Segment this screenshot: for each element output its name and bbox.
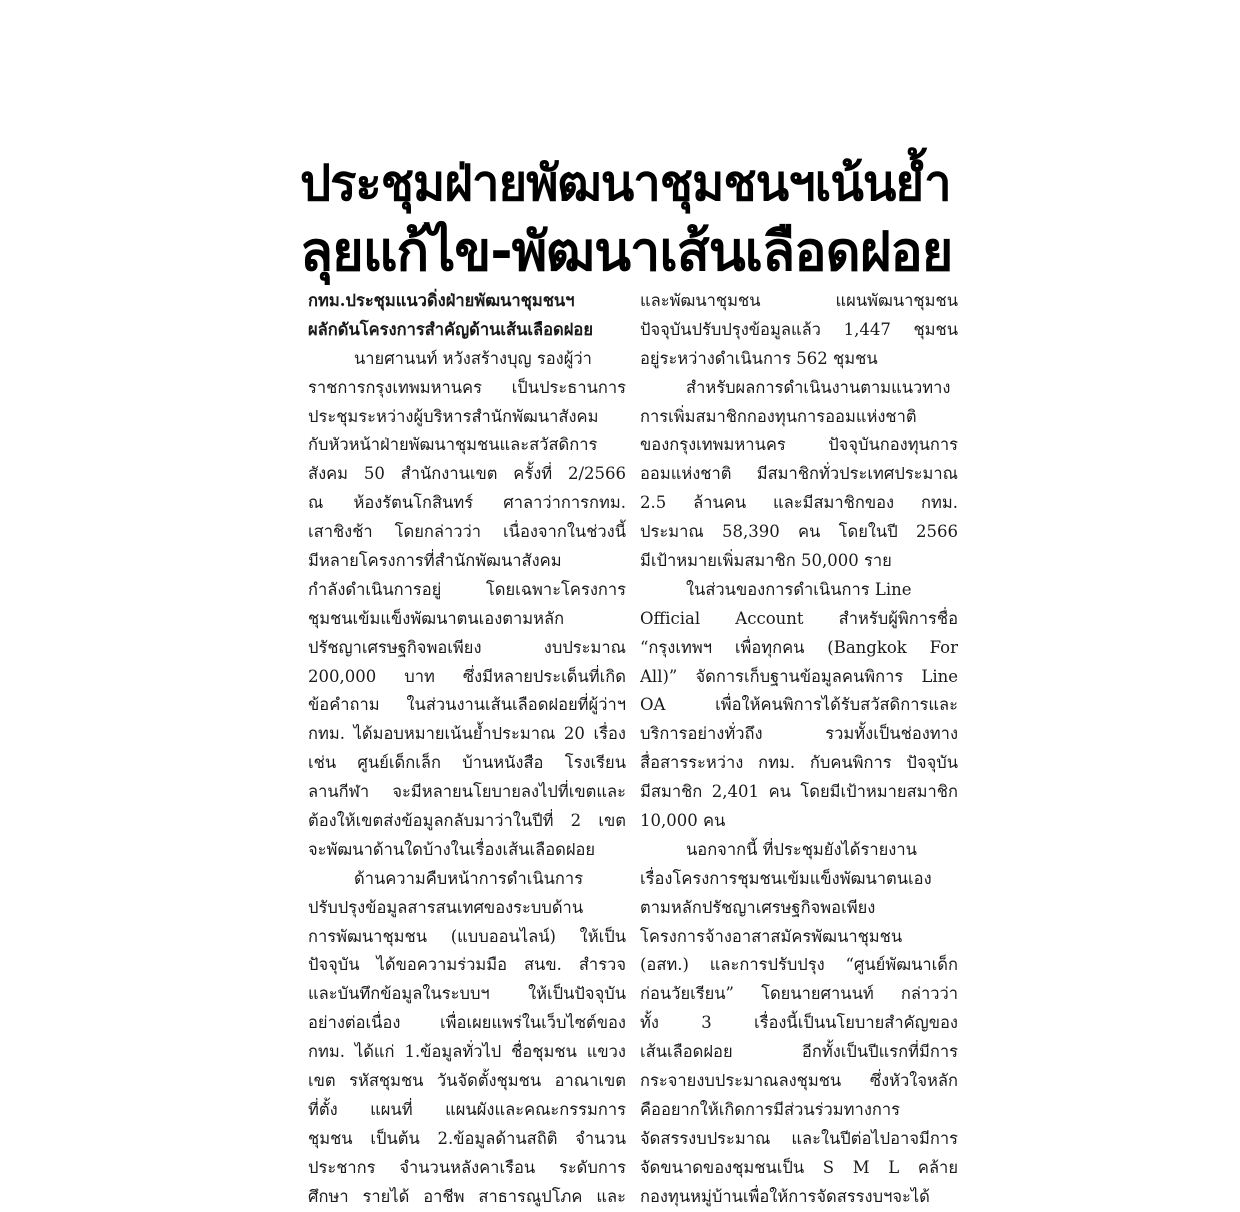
right-column-line: 2.5 ล้านคน และมีสมาชิกของ กทม. — [640, 493, 958, 513]
left-column-line: ปรับปรุงข้อมูลสารสนเทศของระบบด้าน — [308, 897, 584, 917]
right-column-line: ของกรุงเทพมหานคร ปัจจุบันกองทุนการ — [640, 435, 958, 455]
headline-line-2: ลุยแก้ไข-พัฒนาเส้นเลือดฝอย — [300, 220, 953, 283]
left-column-line: ประชากร จำนวนหลังคาเรือน ระดับการ — [308, 1157, 626, 1177]
right-column-line: เรื่องโครงการชุมชนเข้มแข็งพัฒนาตนเอง — [640, 868, 932, 888]
left-column-line: ชุมชนเข้มแข็งพัฒนาตนเองตามหลัก — [308, 608, 565, 628]
left-column-line: จะพัฒนาด้านใดบ้างในเรื่องเส้นเลือดฝอย — [308, 839, 596, 859]
right-column-line: (อสท.) และการปรับปรุง “ศูนย์พัฒนาเด็ก — [640, 955, 958, 975]
left-column-line: ข้อคำถาม ในส่วนงานเส้นเลือดฝอยที่ผู้ว่าฯ — [308, 695, 626, 715]
right-column-line: ปัจจุบันปรับปรุงข้อมูลแล้ว 1,447 ชุมชน — [640, 319, 958, 339]
left-column-line: นายศานนท์ หวังสร้างบุญ รองผู้ว่า — [354, 348, 592, 368]
right-column-line: ตามหลักปรัชญาเศรษฐกิจพอเพียง — [640, 897, 876, 917]
left-column-line: เขต รหัสชุมชน วันจัดตั้งชุมชน อาณาเขต — [308, 1071, 626, 1091]
right-column-line: ทั้ง 3 เรื่องนี้เป็นนโยบายสำคัญของ — [640, 1013, 958, 1033]
left-column-line: ชุมชน เป็นต้น 2.ข้อมูลด้านสถิติ จำนวน — [308, 1128, 626, 1148]
article-headline — [300, 150, 960, 286]
right-column-line: คืออยากให้เกิดการมีส่วนร่วมทางการ — [640, 1099, 900, 1119]
right-column-line: การเพิ่มสมาชิกกองทุนการออมแห่งชาติ — [640, 406, 917, 426]
left-column-line: และบันทึกข้อมูลในระบบฯ ให้เป็นปัจจุบัน — [308, 984, 626, 1004]
right-column-line: OA เพื่อให้คนพิการได้รับสวัสดิการและ — [640, 695, 958, 715]
right-column-line: ก่อนวัยเรียน” โดยนายศานนท์ กล่าวว่า — [640, 984, 958, 1004]
article-column-right — [640, 287, 958, 1212]
left-column-line: ปัจจุบัน ได้ขอความร่วมมือ สนข. สำรวจ — [308, 955, 626, 975]
left-column-line: การพัฒนาชุมชน (แบบออนไลน์) ให้เป็น — [308, 926, 626, 946]
right-column-line: ประมาณ 58,390 คน โดยในปี 2566 — [640, 522, 958, 542]
left-column-line: กำลังดำเนินการอยู่ โดยเฉพาะโครงการ — [308, 579, 626, 599]
right-column-line: จัดสรรงบประมาณ และในปีต่อไปอาจมีการ — [640, 1128, 958, 1148]
right-column-line: มีเป้าหมายเพิ่มสมาชิก 50,000 ราย — [640, 551, 892, 571]
right-column-line: สื่อสารระหว่าง กทม. กับคนพิการ ปัจจุบัน — [640, 753, 958, 773]
right-column-line: ในส่วนของการดำเนินการ Line — [686, 579, 912, 599]
left-column-line: กทม. ได้มอบหมายเน้นย้ำประมาณ 20 เรื่อง — [308, 724, 626, 744]
left-column-line: อย่างต่อเนื่อง เพื่อเผยแพร่ในเว็บไซต์ของ — [308, 1013, 626, 1033]
left-column-line: ปรัชญาเศรษฐกิจพอเพียง งบประมาณ — [308, 637, 626, 657]
left-column-line: มีหลายโครงการที่สำนักพัฒนาสังคม — [308, 551, 562, 571]
left-column-line: เสาชิงช้า โดยกล่าวว่า เนื่องจากในช่วงนี้ — [308, 522, 626, 542]
right-column-line: 10,000 คน — [640, 811, 726, 831]
left-column-line: ประชุมระหว่างผู้บริหารสำนักพัฒนาสังคม — [308, 406, 599, 426]
left-column-line: ที่ตั้ง แผนที่ แผนผังและคณะกรรมการ — [308, 1099, 626, 1119]
right-column-line: กระจายงบประมาณลงชุมชน ซึ่งหัวใจหลัก — [640, 1071, 958, 1091]
left-column-line: ณ ห้องรัตนโกสินทร์ ศาลาว่าการกทม. — [308, 493, 626, 513]
left-column-line: ลานกีฬา จะมีหลายนโยบายลงไปที่เขตและ — [308, 782, 626, 802]
left-column-line: กับหัวหน้าฝ่ายพัฒนาชุมชนและสวัสดิการ — [308, 435, 598, 455]
right-column-line: All)” จัดการเก็บฐานข้อมูลคนพิการ Line — [640, 666, 958, 686]
right-column-line: สำหรับผลการดำเนินงานตามแนวทาง — [686, 377, 951, 397]
right-column-line: “กรุงเทพฯ เพื่อทุกคน (Bangkok For — [640, 637, 958, 657]
left-column-line: กทม. ได้แก่ 1.ข้อมูลทั่วไป ชื่อชุมชน แขวง — [308, 1042, 626, 1062]
left-column-line: ต้องให้เขตส่งข้อมูลกลับมาว่าในปีที่ 2 เขต — [308, 811, 626, 831]
article-column-left — [308, 287, 626, 1212]
left-column-line: ราชการกรุงเทพมหานคร เป็นประธานการ — [308, 377, 626, 397]
right-column-line: Official Account สำหรับผู้พิการชื่อ — [640, 608, 958, 628]
left-column-line: สังคม 50 สำนักงานเขต ครั้งที่ 2/2566 — [308, 464, 626, 484]
right-column-line: มีสมาชิก 2,401 คน โดยมีเป้าหมายสมาชิก — [640, 782, 958, 802]
right-column-line: บริการอย่างทั่วถึง รวมทั้งเป็นช่องทาง — [640, 724, 958, 744]
right-column-line: กองทุนหมู่บ้านเพื่อให้การจัดสรรงบฯจะได้ — [640, 1186, 930, 1206]
right-column-line: ออมแห่งชาติ มีสมาชิกทั่วประเทศประมาณ — [640, 464, 958, 484]
left-column-line: ศึกษา รายได้ อาชีพ สาธารณูปโภค และ — [308, 1186, 626, 1206]
left-column-line: ผลักดันโครงการสำคัญด้านเส้นเลือดฝอย — [308, 319, 594, 339]
right-column-line: นอกจากนี้ ที่ประชุมยังได้รายงาน — [686, 839, 917, 859]
headline-line-1: ประชุมฝ่ายพัฒนาชุมชนฯเน้นย้ำ — [300, 155, 951, 212]
right-column-line: และพัฒนาชุมชน แผนพัฒนาชุมชน — [640, 291, 958, 310]
right-column-line: จัดขนาดของชุมชนเป็น S M L คล้าย — [640, 1157, 958, 1177]
right-column-line: อยู่ระหว่างดำเนินการ 562 ชุมชน — [640, 348, 878, 368]
left-column-line: กทม.ประชุมแนวดิ่งฝ่ายพัฒนาชุมชนฯ — [308, 291, 575, 310]
left-column-line: 200,000 บาท ซึ่งมีหลายประเด็นที่เกิด — [308, 666, 626, 686]
right-column-line: โครงการจ้างอาสาสมัครพัฒนาชุมชน — [640, 926, 903, 946]
right-column-line: เส้นเลือดฝอย อีกทั้งเป็นปีแรกที่มีการ — [640, 1042, 958, 1062]
left-column-line: ด้านความคืบหน้าการดำเนินการ — [354, 868, 584, 888]
left-column-line: เช่น ศูนย์เด็กเล็ก บ้านหนังสือ โรงเรียน — [308, 753, 626, 773]
